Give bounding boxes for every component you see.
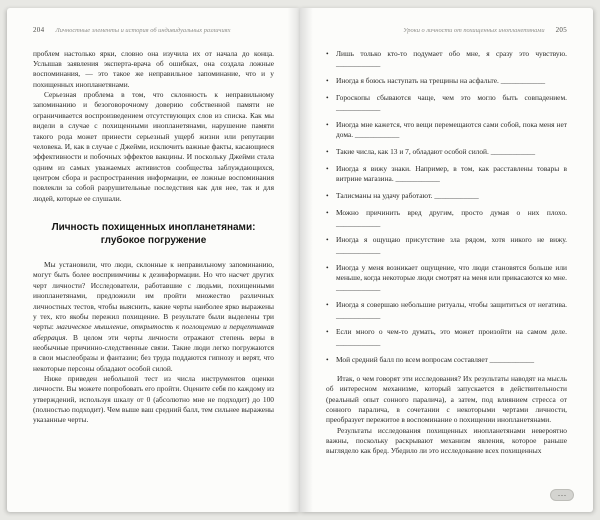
bullet-icon: • xyxy=(326,208,329,218)
bullet-icon: • xyxy=(326,119,329,129)
page-right xyxy=(300,8,593,512)
test-statement: Лишь только кто-то подумает обо мне, я сразу это чувствую. ____________ xyxy=(336,48,567,69)
list-item xyxy=(326,164,567,185)
bullet-icon: • xyxy=(326,48,329,58)
test-statement: Иногда я ощущаю присутствие зла рядом, хотя никого не вижу. ____________ xyxy=(336,235,567,255)
ellipsis-icon: ⋯ xyxy=(557,489,567,500)
list-item xyxy=(326,327,567,348)
bullet-icon: • xyxy=(326,327,329,337)
test-statement: Иногда у меня возникает ощущение, что люди становятся больше или меньше, когда некоторые люди смотрят на меня или прикасаются ко мне. ____________ xyxy=(336,262,568,293)
test-statement: Иногда я боюсь наступать на трещины на асфальте. ____________ xyxy=(336,75,546,85)
list-item xyxy=(326,263,567,294)
paragraph-continuation: проблем настолько ярки, словно она изучила их от начала до конца. Услышав заявления эксперта-врача об ошибках, она создала ложные воспоминания, — это такое же неправильное запоминание, что и у похищенных инопланетянами. xyxy=(33,48,274,89)
test-statement: Иногда я вижу знаки. Например, в том, как расставлены товары в витрине магазина. ____________ xyxy=(336,164,567,184)
test-statement: Гороскопы сбываются чаще, чем это могло быть совпадением. ____________ xyxy=(336,92,567,113)
bullet-icon: • xyxy=(326,354,329,364)
list-item xyxy=(326,300,567,321)
bullet-icon: • xyxy=(326,164,329,174)
list-item xyxy=(326,120,567,141)
paragraph-text: . В целом эти черты личности отражают степень веры в необычные причинно-следственные связи. Такие люди легко погружаются в свои мыслеобразы и фантазии; без труда поддаются гипнозу и верят, что некоторые персоны обладают особой силой. xyxy=(33,332,274,373)
list-item xyxy=(326,235,567,256)
bullet-icon: • xyxy=(326,300,329,310)
running-title-right: Уроки о личности от похищенных инопланетянами xyxy=(403,27,545,34)
paragraph: Итак, о чем говорят эти исследования? Их результаты наводят на мысль об интересном механизме, который запускается в действительности (реальный опыт сонного паралича), а затем, под влиянием стресса от сонного паралича, в сочетании с некоторыми чертами личности, преобразует пережитое в воспоминание о похищении инопланетянами. xyxy=(326,373,567,425)
list-item xyxy=(326,76,567,86)
closing-paragraphs xyxy=(326,374,567,457)
paragraph-text: Мы установили, что люди, склонные к неправильному запоминанию, могут быть более восприимчивы к дезинформации. Но что насчет других черт личности? Исследователи, работавшие с людьми, похищенными инопланетянами, предложили им пройти множество различных личностных тестов, чтобы выяснить, какие черты наиболее ярко выражены у тех, кто якобы пережил похищение. В результате были выделены три черты: xyxy=(33,260,274,332)
left-page-body xyxy=(33,49,274,426)
test-statement: Можно причинить вред другим, просто думая о них плохо. ____________ xyxy=(336,208,567,228)
list-item xyxy=(326,191,567,201)
list-item xyxy=(326,147,567,157)
list-item xyxy=(326,208,567,229)
list-item xyxy=(326,93,567,114)
trait-terms-italic: магическое мышление, открытость к поглощению и перцептивная аберрация xyxy=(33,322,274,342)
list-item xyxy=(326,49,567,70)
paragraph: Серьезная проблема в том, что склонность к неправильному запоминанию и безоговорочному доверию собственной памяти не ограничивается воспроизведением отсутствующих слов из списка. Как мы видели в случае с похищенными инопланетянами, нарушение памяти такого рода может принести серьезный ущерб жизни или репутации человека. И, как в случае с Джейми, исключить важные факты, касающиеся эффективности и побочных эффектов вакцины. И поскольку Джейми стала одним из самых уважаемых активистов сообщества заблуждающихся, центром сбора и распространения информации, ее ложные воспоминания повлекли за собой разрушительные последствия как для нее, так и для людей, которые ее слушали. xyxy=(33,90,274,203)
section-heading-line2: глубокое погружение xyxy=(100,235,207,247)
personality-test-list xyxy=(326,49,567,365)
paragraph xyxy=(33,260,274,374)
section-heading xyxy=(33,221,274,247)
running-head-right xyxy=(326,26,567,35)
bullet-icon: • xyxy=(326,262,329,272)
section-heading-line1: Личность похищенных инопланетянами: xyxy=(51,222,256,234)
page-number-right: 205 xyxy=(555,26,567,34)
test-statement: Если много о чем-то думать, это может произойти на самом деле. ____________ xyxy=(336,327,567,347)
test-statement: Иногда я совершаю небольшие ритуалы, чтобы защититься от негатива. ____________ xyxy=(336,300,567,320)
running-head-left xyxy=(33,26,274,35)
bullet-icon: • xyxy=(326,92,329,102)
running-title-left: Личностные элементы и история об индивидуальных различиях xyxy=(55,27,231,34)
page-number-left: 204 xyxy=(33,26,45,34)
reader-overlay-widget[interactable] xyxy=(550,489,574,501)
test-statement: Талисманы на удачу работают. ____________ xyxy=(336,191,479,201)
page-left xyxy=(7,8,300,512)
paragraph: Ниже приведен небольшой тест из числа инструментов оценки личности. Вы можете попробовать его пройти. Оцените себя по каждому из утверждений, используя шкалу от 0 (абсолютно мне не подходит) до 100 (полностью подходит). Чем выше ваш средний балл, тем сильнее выражены указанные черты. xyxy=(33,374,274,425)
paragraph: Результаты исследования похищенных инопланетянами невероятно важны, поскольку раскрывают механизм явления, которое раньше выглядело как бред. Убедило ли это исследование всех похищенных xyxy=(326,425,567,456)
test-statement: Такие числа, как 13 и 7, обладают особой силой. ____________ xyxy=(336,147,536,157)
test-statement: Мой средний балл по всем вопросам составляет ____________ xyxy=(336,354,535,364)
bullet-icon: • xyxy=(326,235,329,245)
right-page-body xyxy=(326,49,567,457)
bullet-icon: • xyxy=(326,147,329,157)
bullet-icon: • xyxy=(326,75,329,85)
list-item xyxy=(326,355,567,365)
bullet-icon: • xyxy=(326,191,329,201)
test-statement: Иногда мне кажется, что вещи перемещаются сами собой, пока меня нет дома. ____________ xyxy=(336,119,567,140)
